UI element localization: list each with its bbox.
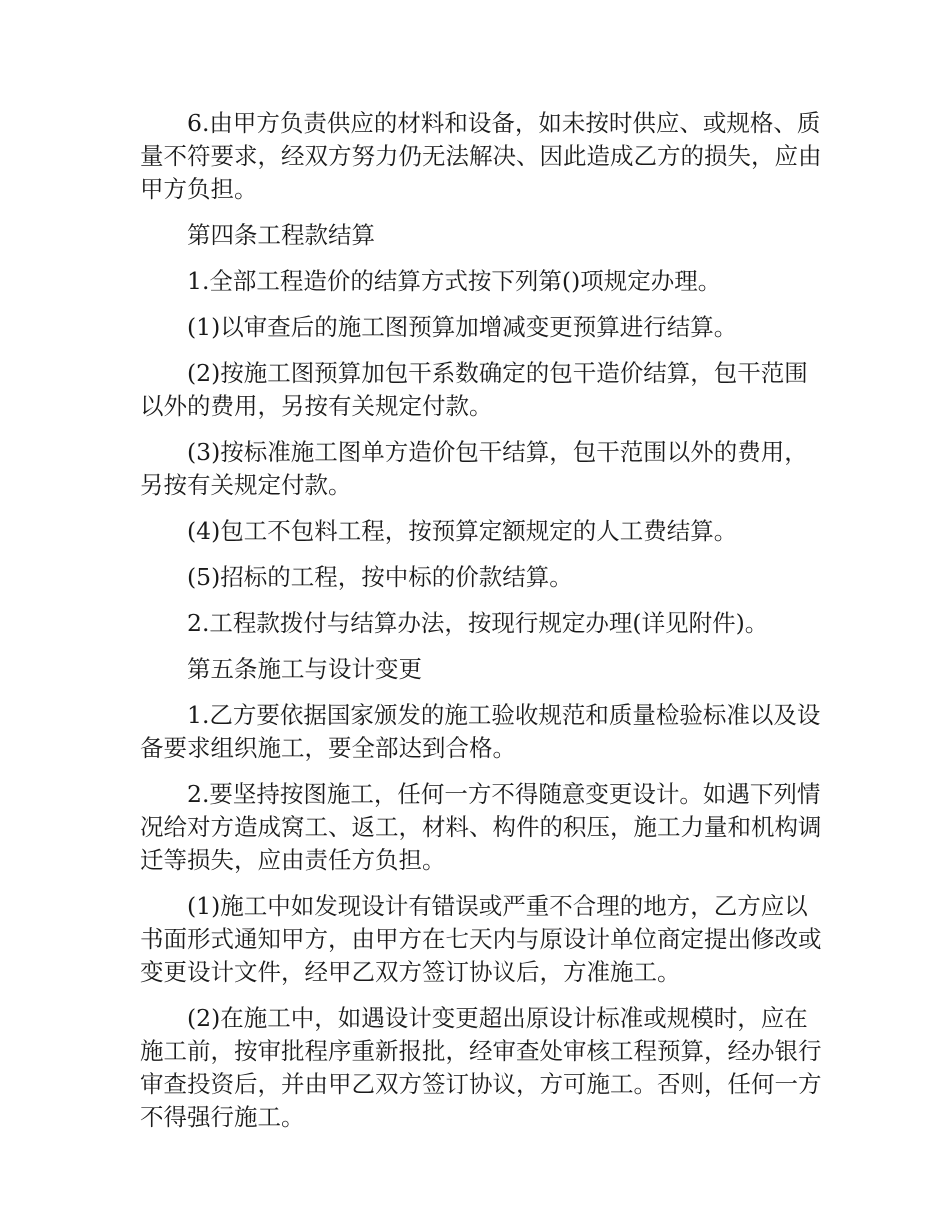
paragraph-design-changes: 2.要坚持按图施工，任何一方不得随意变更设计。如遇下列情况给对方造成窝工、返工，材料、构件的积压，施工力量和机构调迁等损失，应由责任方负担。 [140,780,822,874]
section-heading-article-5: 第五条施工与设计变更 [187,655,422,683]
paragraph-settlement-option-5: (5)招标的工程，按中标的价款结算。 [187,563,573,591]
paragraph-settlement-method: 1.全部工程造价的结算方式按下列第()项规定办理。 [187,267,722,295]
paragraph-settlement-option-3: (3)按标准施工图单方造价包干结算，包干范围以外的费用，另按有关规定付款。 [140,438,808,499]
paragraph-settlement-option-4: (4)包工不包料工程，按预算定额规定的人工费结算。 [187,517,738,545]
paragraph-design-change-approval: (2)在施工中，如遇设计变更超出原设计标准或规模时，应在施工前，按审批程序重新报批，经审查处审核工程预算，经办银行审查投资后，并由甲乙双方签订协议，方可施工。否则，任何一方不得强行施工。 [140,1004,822,1131]
paragraph-payment-procedure: 2.工程款拨付与结算办法，按现行规定办理(详见附件)。 [187,609,769,637]
section-heading-article-4: 第四条工程款结算 [187,221,375,249]
paragraph-design-error-notice: (1)施工中如发现设计有错误或严重不合理的地方，乙方应以书面形式通知甲方，由甲方在七天内与原设计单位商定提出修改或变更设计文件，经甲乙双方签订协议后，方准施工。 [140,892,822,986]
paragraph-material-supply: 6.由甲方负责供应的材料和设备，如未按时供应、或规格、质量不符要求，经双方努力仍无法解决、因此造成乙方的损失，应由甲方负担。 [140,109,822,203]
paragraph-settlement-option-2: (2)按施工图预算加包干系数确定的包干造价结算，包干范围以外的费用，另按有关规定付款。 [140,359,808,420]
paragraph-settlement-option-1: (1)以审查后的施工图预算加增减变更预算进行结算。 [187,313,738,341]
paragraph-construction-standards: 1.乙方要依据国家颁发的施工验收规范和质量检验标准以及设备要求组织施工，要全部达到合格。 [140,701,821,762]
document-page [140,107,830,1147]
